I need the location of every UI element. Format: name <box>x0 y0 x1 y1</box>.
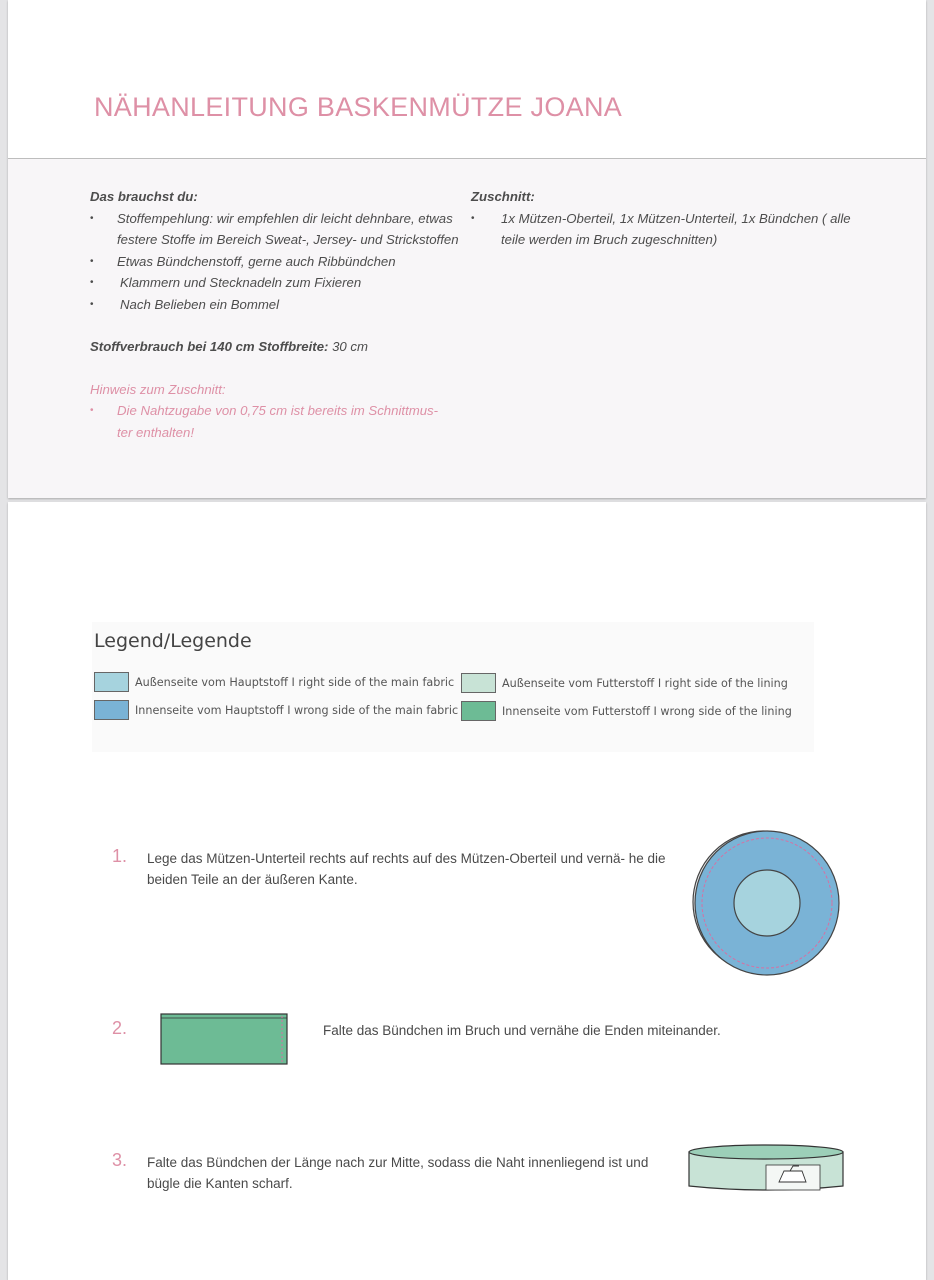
step-text: Falte das Bündchen im Bruch und vernähe die Enden miteinander. <box>323 1023 721 1038</box>
folded-cuff-icon <box>158 1010 292 1068</box>
fabric-usage <box>90 336 470 358</box>
cuff-ring-iron-icon <box>686 1140 846 1194</box>
cutting-list <box>471 208 871 251</box>
needs-item: • Klammern und Stecknadeln zum Fixieren <box>90 272 470 294</box>
legend-label: Innenseite vom Futterstoff I wrong side of the lining <box>502 704 792 718</box>
left-column <box>90 186 470 443</box>
legend-item-main-right <box>94 672 454 692</box>
fabric-usage-value: 30 cm <box>328 339 368 354</box>
needs-item: • Nach Belieben ein Bommel <box>90 294 470 316</box>
needs-item: • Stoffempehlung: wir empfehlen dir leicht dehnbare, etwas festere Stoffe im Bereich Sweat-, Jersey- und Strickstoffen <box>90 208 470 251</box>
legend-label: Außenseite vom Futterstoff I right side of the lining <box>502 676 788 690</box>
step-number: 3. <box>112 1150 128 1170</box>
step-text: Falte das Bündchen der Länge nach zur Mitte, sodass die Naht innenliegend ist und bügle die Kanten scharf. <box>147 1155 649 1191</box>
legend-item-lining-right <box>461 673 788 693</box>
beret-circle-icon <box>688 824 844 980</box>
needs-heading: Das brauchst du: <box>90 189 198 204</box>
page-title: NÄHANLEITUNG BASKENMÜTZE JOANA <box>94 92 623 122</box>
legend-label: Außenseite vom Hauptstoff I right side of the main fabric <box>135 675 455 689</box>
legend-label: Innenseite vom Hauptstoff I wrong side of the main fabric <box>135 703 459 717</box>
fabric-usage-label: Stoffverbrauch bei 140 cm Stoffbreite: <box>90 339 329 354</box>
step-number: 2. <box>112 1018 128 1038</box>
legend-swatch <box>461 673 496 693</box>
cutting-item: • 1x Mützen-Oberteil, 1x Mützen-Unterteil, 1x Bündchen ( alle teile werden im Bruch zugeschnitten) <box>471 208 871 251</box>
right-column <box>471 186 871 251</box>
step-text: Lege das Mützen-Unterteil rechts auf rechts auf des Mützen-Oberteil und vernä- he die beiden Teile an der äußeren Kante. <box>147 851 666 887</box>
hint-list <box>90 400 470 443</box>
legend-item-main-wrong <box>94 700 458 720</box>
needs-list <box>90 208 470 316</box>
legend-swatch <box>461 701 496 721</box>
page-1 <box>8 0 926 498</box>
page-2 <box>8 502 926 1280</box>
hint-item: • Die Nahtzugabe von 0,75 cm ist bereits im Schnittmus- ter enthalten! <box>90 400 439 443</box>
legend <box>92 622 814 752</box>
cutting-heading: Zuschnitt: <box>471 189 535 204</box>
legend-swatch <box>94 672 129 692</box>
hint-heading: Hinweis zum Zuschnitt: <box>90 381 226 397</box>
needs-item: • Etwas Bündchenstoff, gerne auch Ribbündchen <box>90 251 470 273</box>
step-number: 1. <box>112 846 128 866</box>
legend-item-lining-wrong <box>461 701 792 721</box>
legend-title: Legend/Legende <box>94 630 252 652</box>
legend-swatch <box>94 700 129 720</box>
cutting-hint <box>90 379 470 444</box>
